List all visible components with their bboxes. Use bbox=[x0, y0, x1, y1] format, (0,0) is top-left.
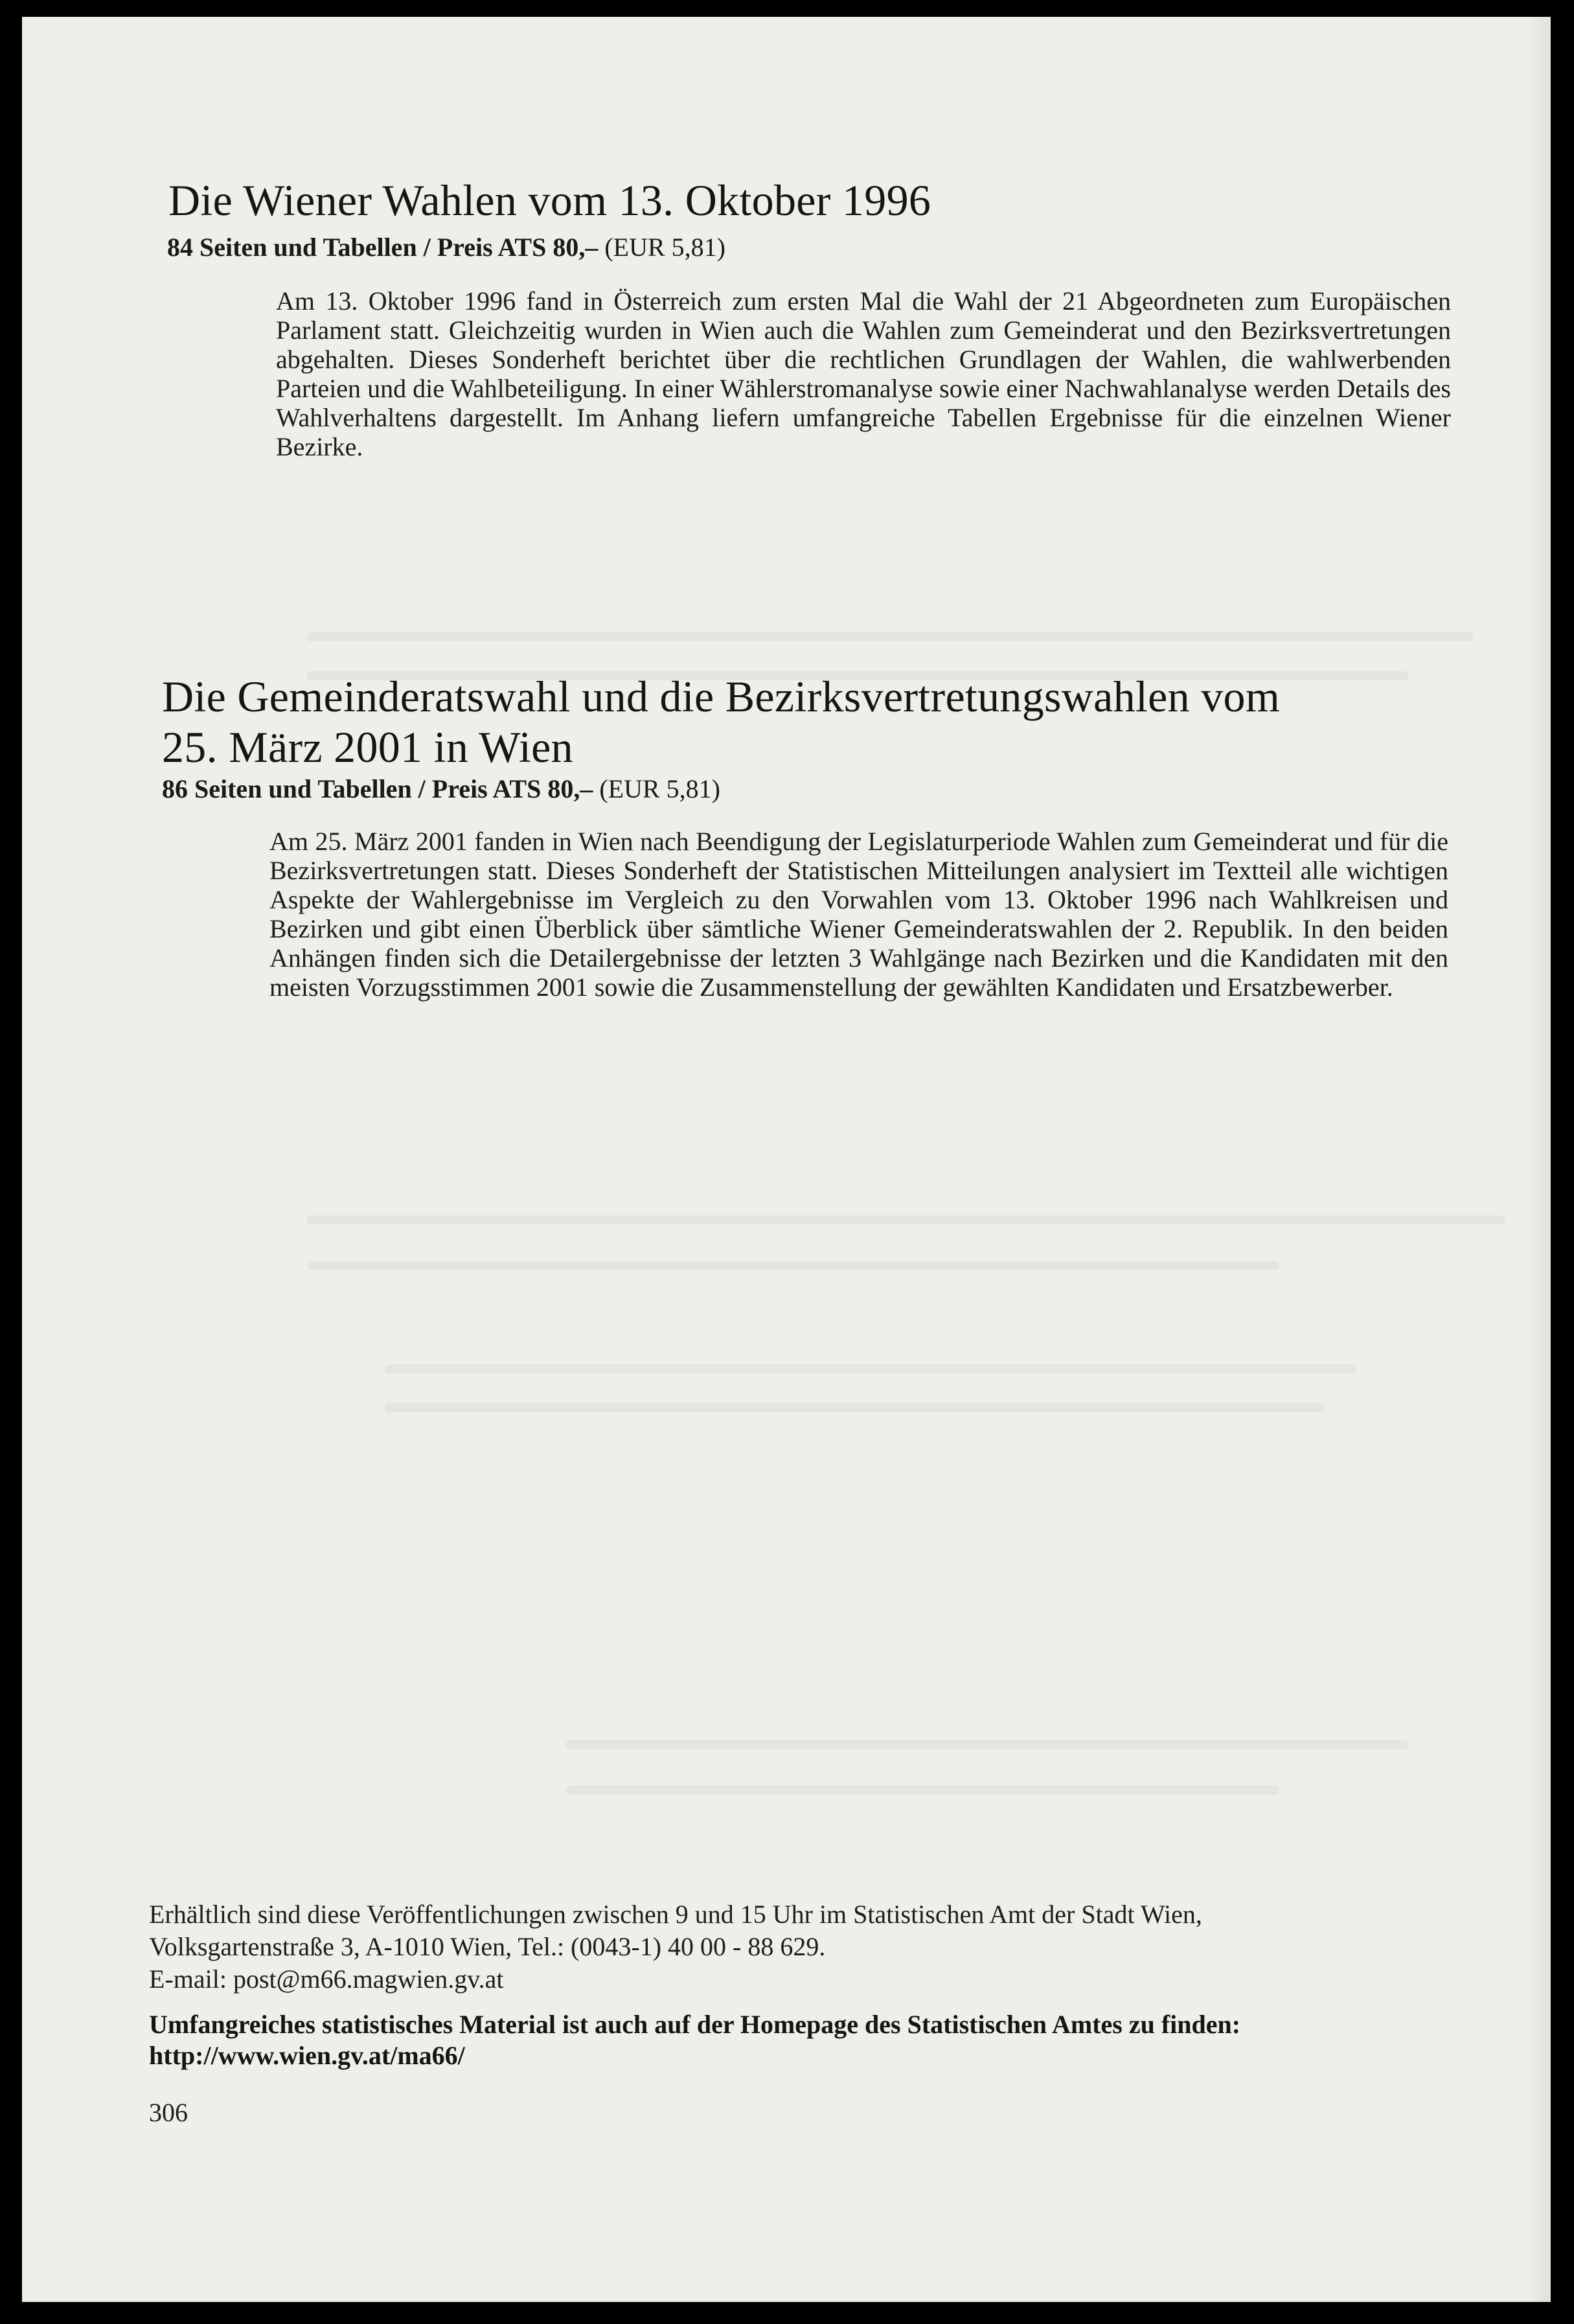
publication-2-description: Am 25. März 2001 fanden in Wien nach Beendigung der Legislaturperiode Wahlen zum Gemeinderat und für die Bezirksvertretungen statt. Dieses Sonderheft der Statistischen Mitteilungen analysiert im Textteil alle wichtigen Aspekte der Wahlergebnisse im Vergleich zu den Vorwahlen vom 13. Oktober 1996 nach Wahlkreisen und Bezirken und gibt einen Überblick über sämtliche Wiener Gemeinderatswahlen der 2. Republik. In den beiden Anhängen finden sich die Detailergebnisse der letzten 3 Wahlgänge nach Bezirken und die Kandidaten mit den meisten Vorzugsstimmen 2001 sowie die Zusammenstellung der gewählten Kandidaten und Ersatzbewerber. bbox=[269, 827, 1448, 1002]
show-through-line bbox=[566, 1740, 1408, 1749]
publication-1-subtitle bbox=[167, 232, 1398, 263]
publication-2-pages-price: 86 Seiten und Tabellen / Preis ATS 80,– bbox=[162, 774, 593, 803]
availability-line-1: Erhältlich sind diese Veröffentlichungen zwischen 9 und 15 Uhr im Statistischen Amt der Stadt Wien, bbox=[149, 1900, 1202, 1929]
publication-2-subtitle bbox=[162, 774, 1393, 805]
show-through-line bbox=[566, 1786, 1279, 1795]
show-through-line bbox=[307, 1261, 1279, 1270]
page-number: 306 bbox=[149, 2098, 188, 2127]
show-through-line bbox=[307, 632, 1473, 641]
document-page bbox=[22, 17, 1551, 2302]
publication-2-title-line-2: 25. März 2001 in Wien bbox=[162, 722, 573, 772]
show-through-line bbox=[385, 1403, 1324, 1412]
publication-2-price-eur: (EUR 5,81) bbox=[599, 774, 720, 803]
homepage-url: http://www.wien.gv.at/ma66/ bbox=[149, 2041, 465, 2070]
homepage-note: Umfangreiches statistisches Material ist auch auf der Homepage des Statistischen Amtes zu finden: bbox=[149, 2010, 1241, 2039]
publication-2-title-line-1: Die Gemeinderatswahl und die Bezirksvertretungswahlen vom bbox=[162, 672, 1281, 721]
availability-line-2: Volksgartenstraße 3, A-1010 Wien, Tel.: (0043-1) 40 00 - 88 629. bbox=[149, 1932, 826, 1961]
publication-1-title: Die Wiener Wahlen vom 13. Oktober 1996 bbox=[168, 176, 931, 225]
publication-1-description: Am 13. Oktober 1996 fand in Österreich zum ersten Mal die Wahl der 21 Abgeordneten zum Europäischen Parlament statt. Gleichzeitig wurden in Wien auch die Wahlen zum Gemeinderat und den Bezirksvertretungen abgehalten. Dieses Sonderheft berichtet über die rechtlichen Grundlagen der Wahlen, die wahlwerbenden Parteien und die Wahlbeteiligung. In einer Wählerstromanalyse sowie einer Nachwahlanalyse werden Details des Wahlverhaltens dargestellt. Im Anhang liefern umfangreiche Tabellen Ergebnisse für die einzelnen Wiener Bezirke. bbox=[276, 286, 1451, 461]
show-through-line bbox=[307, 1215, 1505, 1225]
publication-1-pages-price: 84 Seiten und Tabellen / Preis ATS 80,– bbox=[167, 233, 599, 262]
publication-1-price-eur: (EUR 5,81) bbox=[604, 233, 725, 262]
email-line: E-mail: post@m66.magwien.gv.at bbox=[149, 1964, 504, 1994]
show-through-line bbox=[385, 1364, 1356, 1374]
publication-2-title bbox=[162, 671, 1457, 772]
